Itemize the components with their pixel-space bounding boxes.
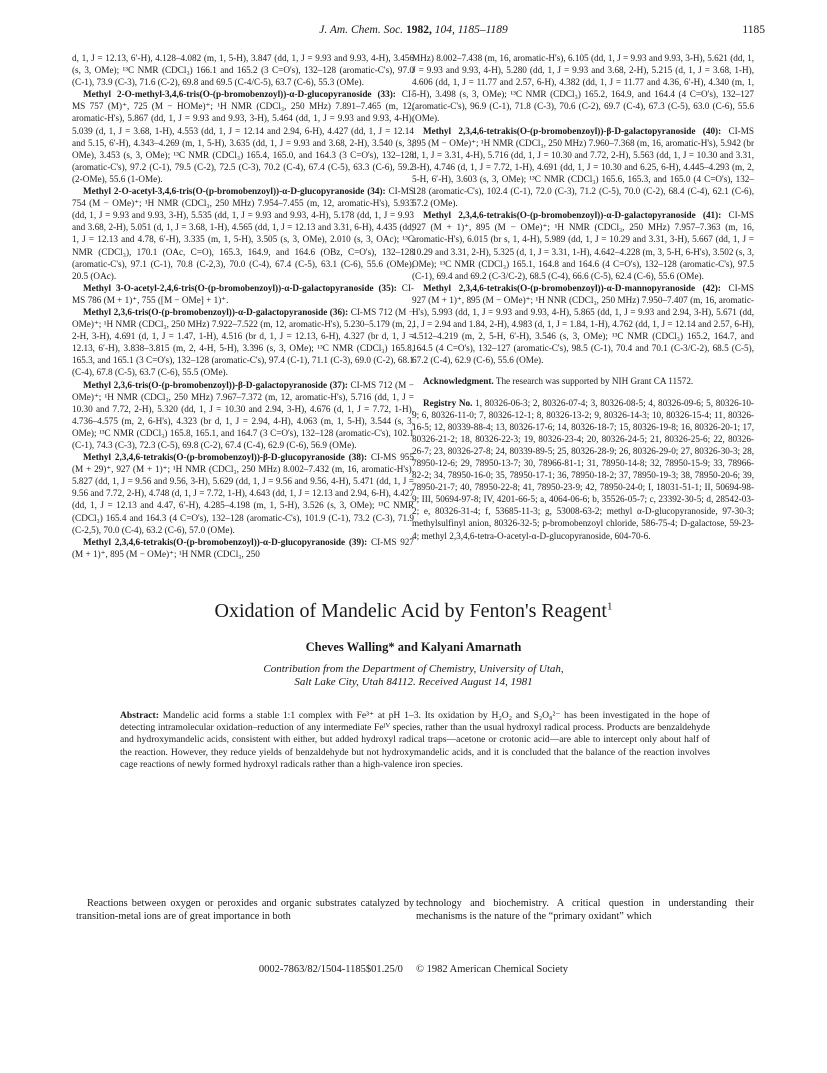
copyright: © 1982 American Chemical Society bbox=[416, 964, 569, 975]
acknowledgment-label: Acknowledgment. bbox=[423, 376, 494, 387]
acknowledgment-text: The research was supported by NIH Grant CA 11572. bbox=[493, 376, 694, 387]
right-paragraph-0: MHz) 8.002–7.438 (m, 16, aromatic-H's), 6.105 (dd, 1, J = 9.93 and 9.93, 3-H), 5.621 (dd, 1, J = 9.93 and 9.93, 4-H), 5.280 (dd, 1, J = 9.93 and 3.68, 2-H), 5.215 (d, 1, J = 3.68, 1-H), 4.606 (dd, 1, J = 11.77 and 2.57, 6-H), 4.382 (dd, 1, J = 11.77 and 4.36, 6′-H), 4.340 (m, 1, 5-H), 3.498 (s, 3, OMe); ¹³C NMR (CDCl₃) 165.2, 164.9, and 164.4 (4 C=O's), 132–127 (aromatic-C's), 96.9 (C-1), 71.8 (C-3), 70.6 (C-2), 69.7 (C-4), 67.3 (C-5), 63.0 (C-6), 55.6 (OMe). bbox=[412, 53, 754, 124]
affiliation-line-2: Salt Lake City, Utah 84112. Received August 14, 1981 bbox=[294, 676, 533, 688]
title-footnote-mark: 1 bbox=[606, 600, 613, 613]
abstract bbox=[120, 710, 710, 771]
journal-volume-pages: 104, 1185–1189 bbox=[434, 24, 508, 36]
compound-data: CI-MS 712 (M − OMe)⁺; ¹H NMR (CDCl₃, 250 MHz) 7.922–7.522 (m, 12, aromatic-H's), 5.230–5.179 (m, 2, 2-H, 3-H), 4.691 (d, 1, J = 1.47, 1-H), 4.516 (br d, 1, J = 12.13, 6-H), 4.327 (br d, 1, J = 12.13, 6′-H), 3.838–3.815 (m, 2, 4-H, 5-H), 3.396 (s, 3, OMe); ¹³C NMR (CDCl₃) 165.8, 165.3, and 165.1 (3 C=O's), 132–128 (aromatic-C's), 97.4 (C-1), 71.1 (C-3), 69.0 (C-2), 68.1 (C-4), 67.8 (C-5), 63.7 (C-6), 55.5 (OMe). bbox=[72, 306, 414, 378]
compound-name: Methyl 2,3,6-tris(O-(p-bromobenzoyl))-β-D-galactopyranoside (37): bbox=[83, 379, 348, 390]
journal-citation bbox=[0, 24, 827, 36]
journal-year: 1982, bbox=[405, 24, 432, 36]
compound-name: Methyl 2-O-acetyl-3,4,6-tris(O-(p-bromobenzoyl))-α-D-glucopyranoside (34): bbox=[83, 186, 386, 197]
compound-name: Methyl 3-O-acetyl-2,4,6-tris(O-(p-bromobenzoyl))-α-D-galactopyranoside (35): bbox=[83, 282, 397, 293]
left-paragraph-0: d, 1, J = 12.13, 6′-H), 4.128–4.082 (m, 1, 5-H), 3.847 (dd, 1, J = 9.93 and 9.93, 4-H), 3.456 (s, 3, OMe); ¹³C NMR (CDCl₃) 166.1 and 165.2 (3 C=O's), 132–128 (aromatic-C's), 97.0 (C-1), 73.9 (C-3), 71.6 (C-2), 69.8 and 69.5 (C-4/C-5), 63.7 (C-6), 55.3 (OMe). bbox=[72, 53, 414, 88]
compound-33 bbox=[72, 88, 414, 185]
compound-data: CI-MS 712 (M − OMe)⁺; ¹H NMR (CDCl₃, 250 MHz) 7.967–7.372 (m, 12, aromatic-H's), 5.716 (dd, 1, J = 10.30 and 7.72, 2-H), 5.320 (dd, 1, J = 10.30 and 2.94, 3-H), 4.676 (d, 1, J = 7.72, 1-H), 4.736–4.575 (m, 2, 6-H's), 4.323 (br d, 1, J = 2.94, 4-H), 4.063 (m, 1, 5-H), 3.544 (s, 3, OMe); ¹³C NMR (CDCl₃) 165.8, 165.1, and 164.7 (3 C=O's), 132–128 (aromatic-C's), 102.1 (C-1), 74.3 (C-3), 72.3 (C-5), 69.8 (C-2), 67.4 (C-4), 62.9 (C-6), 56.9 (OMe). bbox=[72, 379, 414, 450]
compound-34 bbox=[72, 185, 414, 282]
compound-41 bbox=[412, 209, 754, 282]
compound-name: Methyl 2,3,6-tris(O-(p-bromobenzoyl))-α-D-galactopyranoside (36): bbox=[83, 306, 349, 317]
compound-42 bbox=[412, 282, 754, 367]
compound-data: CI-MS 786 (M + 1)⁺, 755 ([M − OMe] + 1)⁺. bbox=[72, 282, 414, 305]
intro-right-column: technology and biochemistry. A critical question in understanding their mechanisms is the nature of the “primary oxidant” which bbox=[416, 898, 754, 922]
registry-label: Registry No. bbox=[423, 397, 473, 408]
journal-name: J. Am. Chem. Soc. bbox=[319, 24, 404, 36]
abstract-label: Abstract: bbox=[120, 710, 159, 721]
compound-data: CI-MS 955 (M + 29)⁺, 927 (M + 1)⁺; ¹H NMR (CDCl₃, 250 MHz) 8.002–7.432 (m, 16, aromatic-H's), 5.827 (dd, 1, J = 9.56 and 9.56, 3-H), 5.629 (dd, 1, J = 9.56 and 9.56, 4-H), 5.471 (dd, 1, J = 9.56 and 7.72, 2-H), 4.748 (d, 1, J = 7.72, 1-H), 4.643 (dd, 1, J = 12.13 and 2.94, 6-H), 4.427 (dd, 1, J = 12.13 and 4.47, 6′-H), 4.285–4.198 (m, 1, 5-H), 3.526 (s, 3, OMe); ¹³C NMR (CDCl₃) 165.4 and 164.3 (4 C=O's), 132–128 (aromatic-C's), 101.9 (C-1), 73.2 (C-3), 71.9 (C-2,5), 70.0 (C-4), 63.2 (C-6), 57.0 (OMe). bbox=[72, 452, 414, 535]
registry-text: 1, 80326-06-3; 2, 80326-07-4; 3, 80326-08-5; 4, 80326-09-6; 5, 80326-10-9; 6, 80326-11-0; 7, 80326-12-1; 8, 80326-13-2; 9, 80326-14-3; 10, 80326-15-4; 11, 80326-16-5; 12, 80339-88-4; 13, 80326-17-6; 14, 80326-18-7; 15, 80326-19-8; 16, 80326-20-1; 17, 80326-21-2; 18, 80326-22-3; 19, 80326-23-4; 20, 80326-24-5; 21, 80326-25-6; 22, 80326-26-7; 23, 80326-27-8; 24, 80339-89-5; 25, 80326-28-9; 26, 80326-29-0; 27, 80326-30-3; 28, 78950-12-6; 29, 78950-13-7; 30, 78966-81-1; 31, 78950-14-8; 32, 78950-15-9; 33, 78966-82-2; 34, 78950-16-0; 35, 78950-17-1; 36, 78950-18-2; 37, 78950-19-3; 38, 78950-20-6; 39, 78950-21-7; 40, 78950-22-8; 41, 78950-23-9; 42, 78950-24-0; I, 18031-51-1; II, 50694-98-9; III, 50694-97-8; IV, 4201-66-5; a, 4064-06-6; b, 35526-05-7; c, 23392-30-5; d, 28542-03-2; e, 80326-31-4; f, 53685-11-3; g, 53008-63-2; methyl α-D-glucopyranoside, 97-30-3; methylsulfinyl anion, 80326-32-5; p-bromobenzoyl chloride, 586-75-4; D-galactose, 59-23-4; methyl 2,3,4,6-tetra-O-acetyl-α-D-glucopyranoside, 604-70-6. bbox=[412, 397, 754, 541]
article-affiliation bbox=[0, 663, 827, 689]
compound-name: Methyl 2,3,4,6-tetrakis(O-(p-bromobenzoyl))-α-D-mannopyranoside (42): bbox=[423, 282, 721, 293]
abstract-text: Mandelic acid forms a stable 1:1 complex with Fe³⁺ at pH 1–3. Its oxidation by H₂O₂ and S₂O₈²⁻ has been investigated in the hope of detecting intramolecular oxidation–reduction of any intermediate Feᴵⱽ species, rather than the usual hydroxyl radical process. Products are benzaldehyde and hydroxymandelic acids, consistent with either, but added hydroxyl radical traps—acetone or crotonic acid—are able to intercept only about half of the reaction. However, they reduce yields of benzaldehyde but not hydroxymandelic acids, and it is concluded that the balance of the reaction involves cage reactions of newly formed hydroxyl radicals rather than a high-valence iron species. bbox=[120, 710, 710, 770]
compound-39 bbox=[72, 536, 414, 560]
compound-data: CI-MS 895 (M − OMe)⁺; ¹H NMR (CDCl₃, 250 MHz) 7.960–7.368 (m, 16, aromatic-H's), 5.942 (br d, 1, J = 3.31, 4-H), 5.716 (dd, 1, J = 10.30 and 7.72, 2-H), 5.563 (dd, 1, J = 10.30 and 3.31, 3-H), 4.746 (d, 1, J = 7.72, 1-H), 4.691 (dd, 1, J = 10.30 and 6.25, 6-H), 4.445–4.293 (m, 2, 5-H, 6′-H), 3.603 (s, 3, OMe); ¹³C NMR (CDCl₃) 165.6, 165.3, and 165.0 (4 C=O's), 132–128 (aromatic-C's), 102.4 (C-1), 72.0 (C-3), 71.2 (C-5), 70.0 (C-2), 68.4 (C-4), 62.1 (C-6), 57.2 (OMe). bbox=[412, 125, 754, 209]
compound-data: CI-MS 754 (M − OMe)⁺; ¹H NMR (CDCl₃, 250 MHz) 7.954–7.455 (m, 12, aromatic-H's), 5.933 (dd, 1, J = 9.93 and 9.93, 3-H), 5.535 (dd, 1, J = 9.93 and 9.93, 4-H), 5.178 (dd, 1, J = 9.93 and 3.68, 2-H), 5.051 (d, 1, J = 3.68, 1-H), 4.565 (dd, 1, J = 12.13 and 3.31, 6-H), 4.435 (dd, 1, J = 12.13 and 4.78, 6′-H), 3.335 (m, 1, 5-H), 3.505 (s, 3, OMe), 2.010 (s, 3, OAc); ¹³C NMR (CDCl₃), 170.1 (OAc, C=O), 165.3, 164.9, and 164.6 (OBz, C=O's), 132–128 (aromatic-C's), 97.1 (C-1), 70.8 (C-2,3), 70.0 (C-4), 67.4 (C-5), 63.1 (C-6), 55.6 (OMe), 20.5 (OAc). bbox=[72, 186, 414, 281]
compound-name: Methyl 2,3,4,6-tetrakis(O-(p-bromobenzoyl))-α-D-glucopyranoside (39): bbox=[83, 536, 368, 547]
compound-40 bbox=[412, 125, 754, 210]
compound-38 bbox=[72, 451, 414, 536]
affiliation-line-1: Contribution from the Department of Chemistry, University of Utah, bbox=[263, 663, 564, 675]
compound-name: Methyl 2-O-methyl-3,4,6-tris(O-(p-bromobenzoyl))-α-D-glucopyranoside (33): bbox=[83, 89, 396, 100]
right-column bbox=[412, 52, 754, 580]
compound-data: CI-MS 927 (M + 1)⁺, 895 (M − OMe)⁺; ¹H NMR (CDCl₃, 250 MHz) 7.957–7.363 (m, 16, aromatic-H's), 6.015 (br s, 1, 4-H), 5.989 (dd, 1, J = 10.29 and 3.31, 3-H), 5.667 (dd, 1, J = 10.29 and 3.31, 2-H), 5.325 (d, 1, J = 3.31, 1-H), 4.642–4.228 (m, 3, 5-H, 6-H's), 3.502 (s, 3, OMe); ¹³C NMR (CDCl₃) 165.1, 164.8 and 164.6 (4 C=O's), 132–128 (aromatic-C's), 97.5 (C-1), 69.4 and 69.2 (C-3/C-2), 68.5 (C-4), 66.6 (C-5), 62.4 (C-6), 55.6 (OMe). bbox=[412, 210, 754, 281]
page-footer bbox=[0, 964, 827, 975]
compound-37 bbox=[72, 379, 414, 452]
running-header bbox=[0, 24, 827, 40]
registry-numbers bbox=[412, 397, 754, 542]
article-authors: Cheves Walling* and Kalyani Amarnath bbox=[305, 640, 522, 654]
page-number: 1185 bbox=[742, 24, 765, 36]
article-title bbox=[0, 600, 827, 623]
compound-data: CI-MS 757 (M)⁺, 725 (M − HOMe)⁺; ¹H NMR (CDCl₃, 250 MHz) 7.891–7.465 (m, 12, aromatic-H's), 5.867 (dd, 1, J = 9.93 and 9.93, 3-H), 5.464 (dd, 1, J = 9.93 and 9.93, 4-H), 5.039 (d, 1, J = 3.68, 1-H), 4.553 (dd, 1, J = 12.14 and 2.94, 6-H), 4.427 (dd, 1, J = 12.14 and 5.15, 6′-H), 4.343–4.269 (m, 1, 5-H), 3.635 (dd, 1, J = 9.93 and 3.68, 2-H), 3.540 (s, 3, OMe), 3.453 (s, 3, OMe); ¹³C NMR (CDCl₃) 165.4, 165.0, and 164.3 (3 C=O's), 132–128 (aromatic-C's), 97.2 (C-1), 79.5 (C-2), 72.5 (C-3), 70.2 (C-4), 67.4 (C-5), 63.3 (C-6), 59.2 (2-OMe), 55.6 (1-OMe). bbox=[72, 89, 414, 184]
compound-data: CI-MS 927 (M + 1)⁺, 895 (M − OMe)⁺; ¹H NMR (CDCl₃, 250 bbox=[72, 536, 414, 559]
compound-35 bbox=[72, 282, 414, 306]
intro-left-column: Reactions between oxygen or peroxides and organic substrates catalyzed by transition-metal ions are of great importance in both bbox=[76, 898, 414, 922]
left-column bbox=[72, 52, 414, 580]
acknowledgment bbox=[412, 375, 754, 387]
title-text: Oxidation of Mandelic Acid by Fenton's Reagent bbox=[214, 600, 607, 622]
compound-name: Methyl 2,3,4,6-tetrakis(O-(p-bromobenzoyl))-α-D-galactopyranoside (41): bbox=[423, 210, 722, 221]
compound-36 bbox=[72, 306, 414, 379]
compound-name: Methyl 2,3,4,6-tetrakis(O-(p-bromobenzoyl))-β-D-galactopyranoside (40): bbox=[423, 125, 722, 136]
compound-data: CI-MS 927 (M + 1)⁺, 895 (M − OMe)⁺; ¹H NNR (CDCl₃, 250 MHz) 7.950–7.407 (m, 16, aromatic-H's), 5.993 (dd, 1, J = 9.93 and 9.93, 4-H), 5.865 (dd, 1, J = 9.93 and 2.94, 3-H), 5.671 (dd, 1, J = 2.94 and 1.84, 2-H), 4.983 (d, 1, J = 1.84, 1-H), 4.762 (dd, 1, J = 12.14 and 2.57, 6-H), 4.512–4.219 (m, 2, 5-H, 6′-H), 3.546 (s, 3, OMe); ¹³C NMR (CDCl₃) 165.2, 164.7, and 164.5 (4 C=O's), 132–127 (aromatic-C's), 98.5 (C-1), 70.4 and 70.1 (C-3/C-2), 68.5 (C-5), 67.2 (C-4), 62.9 (C-6), 55.6 (OMe). bbox=[412, 282, 754, 366]
article-code: 0002-7863/82/1504-1185$01.25/0 bbox=[258, 964, 403, 975]
compound-name: Methyl 2,3,4,6-tetrakis(O-(p-bromobenzoyl))-β-D-glucopyranoside (38): bbox=[83, 452, 368, 463]
